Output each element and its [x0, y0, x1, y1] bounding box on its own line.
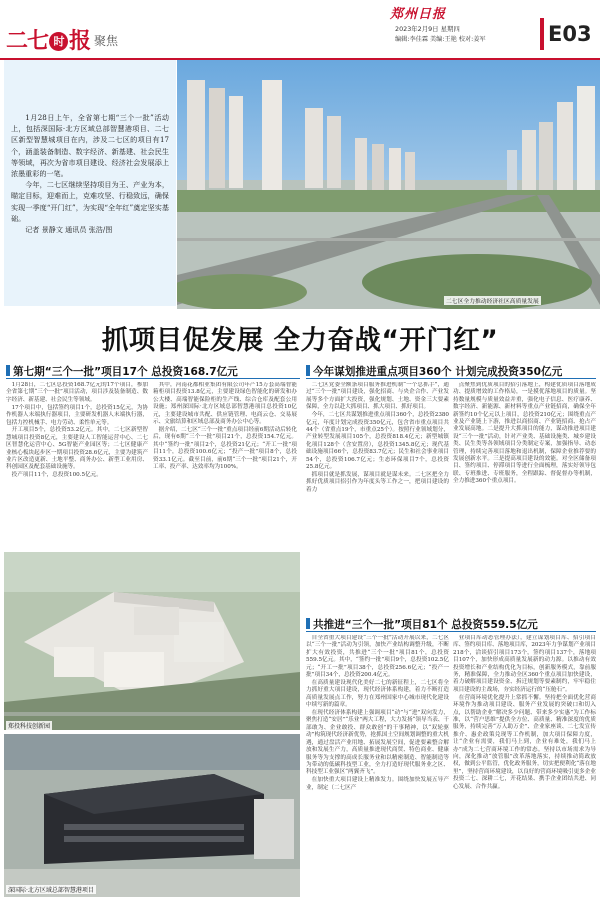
city-skyline-illustration — [177, 60, 600, 309]
top-aerial-photo — [177, 60, 600, 309]
article-paragraph: 开工项目5个，总投资53.2亿元。其中，二七区新型智慧城项目投资8亿元，主要建设人工智能运营中心、二七区智慧化运营中心、5G智能产业园区等；二七区健康产业核心板块起步区一期项目投资28.6亿元，主要为建筑产业片区改造更新、土地平整、商务办公、新型工业用房、科创园区及配套基础设施等。 — [6, 427, 148, 471]
lead-paragraph: 1月28日上午，全省第七期“三个一批”活动上，包括深国际·北方区域总部智慧港项目、二七区新型智慧城项目在内，涉及二七区的项目有17个，涵盖装备制造、数字经济、新基建、社会民生等领域，再次为省市项目建设、经济社会发展添上浓墨重彩的一笔。 — [11, 113, 169, 179]
section-marker — [6, 365, 10, 376]
article-paragraph: 二七区党委全额条项目服务推进机制“一个总抓手”，通过“三个一批”项目建设，强化招商、与央企合作、产业发展等多个方面扩大投资，强化规划、土地、资金三大要素保障，全力以赴大抓项目、抓大项目、抓好项目。 — [306, 382, 449, 411]
logistics-hub-illustration — [4, 734, 300, 897]
section-1-rule — [6, 378, 300, 379]
lead-byline: 记者 景静文 通讯员 张浩/图 — [25, 225, 113, 235]
article-paragraph: 抓项目就是抓发展，谋项目就是谋未来。二七区把全力抓好优质项目招引作为年度头等工作之一，把项目建设的着力 — [306, 471, 449, 493]
section-3-col-1 — [306, 635, 449, 897]
editors-line: 编辑:李佳霖 美编:王艳 校对:姜军 — [395, 36, 486, 43]
section-marker — [306, 618, 310, 629]
section-label: 聚焦 — [94, 34, 119, 48]
page-number: E03 — [548, 22, 592, 46]
page-number-bar — [540, 18, 544, 50]
article-paragraph: 据介绍，二七区“三个一批”重点项目经前6期活动后转化后，现有6期“三个一批”项目21个，总投资154.7亿元。其中“签约一批”项目2个，总投资21亿元；“开工一批”项目11个，总投资100.6亿元；“投产一批”项目8个，总投资33.1亿元。截至目前，前6期“三个一批”项目21个，开工率、投产率、达效率均为100%。 — [153, 426, 297, 470]
masthead — [0, 0, 600, 60]
industrial-park-illustration — [4, 552, 300, 730]
article-paragraph: 今年，二七区共谋划推进重点项目360个，总投资2380亿元，年度计划完成投资350亿元，包含省市重点项目共44个（省重点19个，市重点25个）。按照行业领域划分，产业转型发展项目105个，总投资818.4亿元；新型城镇化项目128个（含安置房），总投资1345.8亿元；现代基础设施项目66个，总投资83.7亿元；民生和社会事业项目54个，总投资106.7亿元；生态环保项目7个，总投资25.8亿元。 — [306, 412, 449, 470]
article-paragraph: 在现代经济体系构建上强调项目“动”与“进”双向发力，聚焦打造“安居”“乐业”两大工程，大力发扬“领导当表、干部敢为、企业敢投、群众敢创”的干事精神，以“双轮驱动”构筑现代经济新优势，抢抓国土空间规划调整的重大机遇，通过盘活产业用地、拓展发展空间，促进要素整合解放和发展生产力，高质量推进现代商贸、特色商业、健康服务等为支撑的高成长服务业和以精密制造、智能制造等为带动的低碳科技型工业，全力打造好现代服务业之区、科技型工业强区“两翼齐飞”。 — [306, 710, 449, 776]
section-3-rule — [306, 631, 596, 632]
article-paragraph: 17个项目中，包括签约项目1个，总投资15亿元，为协作机器人末端执行器项目，主要研发机器人末端执行器，包括力控机械手、电力劳动、柔性单元等。 — [6, 404, 148, 426]
article-paragraph: 在营商环境优化提升上常抓不懈。坚持把全面优化营商环境作为推动项目建设、服务产业发展的突破口和切入点，以帮助企业“解决多少问题、带来多少实惠”为工作标准，以“营户思维”提供全方位、高质量、精准深度的优质服务，持续完善“万人助万企”、企业家座谈、二七发宣传推介、惠企政策兑现等工作机制，加大项目保障力度，让“企业有需要，我们马上到，企业有难处，我们马上办”成为二七营商环境工作的常态。坚持以市场需求为导向，深化推动“放管服”改革落地落实，持续推动简政放权，做到公平监管，优化政务服务，切实把便利化“落在地里”，坚持营商环境建设，以良好的营商环境吸引更多企业投资二七、深耕二七，开花结果、携手企业团结共进、同心发展、合作共赢。 — [453, 694, 596, 790]
main-headline: 抓项目促发展 全力奋战“开门红” — [101, 325, 499, 356]
lead-paragraph: 今年，二七区继续坚持项目为王、产业为本，瞄定目标，迎难而上，克难攻坚、行稳致远，确保实现一季度“开门红”，为实现“全年红”奠定坚实基础。 — [11, 180, 169, 223]
article-paragraph: 自全省重大项目建设“三个一批”活动开展以来，二七区以“三个一批”活动为引领，加快产业结构调整升级，不断扩大有效投资，共推进“三个一批”项目81个，总投资559.5亿元。其中，“签约一批”项目9个，总投资102.5亿元；“开工一批”项目38个，总投资256.6亿元；“投产一批”项目34个，总投资200.4亿元。 — [306, 635, 449, 679]
section-1-col-2 — [153, 382, 297, 546]
section-1-title: 第七期“三个一批”项目17个 总投资168.7亿元 — [6, 364, 238, 379]
top-photo-caption: 二七区全力推动经济社区高质量发展 — [444, 296, 541, 305]
section-1-col-1 — [6, 382, 148, 546]
bottom-photo — [4, 734, 300, 897]
bottom-photo-caption: 深国际·北方区域总部智慧港项目 — [8, 887, 94, 894]
section-marker — [306, 365, 310, 376]
section-3-title: 共推进“三个一批”项目81个 总投资559.5亿元 — [306, 617, 538, 632]
section-3-col-2 — [453, 635, 596, 897]
logo-circle-badge: 时 — [49, 32, 68, 51]
section-2-title: 今年谋划推进重点项目360个 计划完成投资350亿元 — [306, 364, 562, 379]
article-paragraph: 投产项目11个，总投资100.5亿元。 — [11, 472, 102, 479]
mid-photo — [4, 552, 300, 730]
article-paragraph: 1月28日，二七区总投资168.7亿元的17个项目，参加全省第七期“三个一批”项目活动，项目涉及装备制造、数字经济、新基建、社会民生等领域。 — [6, 382, 148, 403]
issue-date: 2023年2月9日 星期四 — [395, 25, 460, 33]
paper-name: 郑州日报 — [390, 7, 447, 22]
article-paragraph: 其中，河南花都相业集团有限公司年产15万套高端智能箱柜项目投资13.8亿元，主要建设绿色智能化的研发和办公大楼、高端智能保险柜的生产线、综合仓库及配套公用设施；郑州深国际·北方区域总部智慧港项目总投资10亿元，主要建设城市共配、供应链管理、电商云仓、交易展示、文旅结算和区域总部及商务办公中心等。 — [153, 382, 297, 426]
mid-photo-caption: 郑投科技创新园 — [8, 723, 51, 730]
newspaper-logo: 二七 时 报 — [6, 29, 91, 54]
lead-text — [11, 112, 169, 282]
section-2-col-2 — [453, 382, 596, 608]
section-2-col-1 — [306, 382, 449, 608]
article-paragraph: 在加快重大项目建设上精准发力。围绕加快发展五导产业，制定（二七区产 — [306, 777, 449, 791]
article-paragraph: 业项目库动态管理办法），建立谋划项目库、招引项目库、签约项目库、落地项目库，2023年力争谋划产业项目218个，洽谈招引项目173个，签约项目137个，落地项目107个，加快形成高质量发展新的动力源。以推动有效投资增长和产业结构优化为目标，创新服务模式，靠前服务，精准保障，全力推动全区360个重点项目加快建设，着力破解项目建设资金、拆迁规划等要素制约，牢牢稳住项目建设的主战场，夯实经济运行的“压舱石”。 — [453, 635, 596, 693]
article-paragraph: 点聚焦到优质项目的招引落地上，构建优质项目落地成功、提质增效的工作格局，一是摸优落地项目的质量。坚持数量规模与质量效益并重，强化电子信息、医疗康养、数字经济、新能源、新材料等重点产业链招商，确保全年新签约10个亿元以上项目，总投资210亿元；围绕重点产业及产业链上下游，推进以商招商、产业链招商、抢占产业发展高地。二是提升大抓项目的能力，谋动推进项目建设“三个一批”活动，针对产业类、基础设施类、城乡建设类、民生类等各领域项目分类制定专案，加强指导、动态管理，持续完善项目落地和退出机制，保障企业推荐要的发展创新水平。三是提高项目建设的效能。对全区储备项目、签约项目、停滞项目等进行全面梳理，落实好领导包联、专班推进、专班服务，全程跟踪、督促督办等机制，全力推进360个重点项目。 — [453, 382, 596, 485]
section-2-rule — [306, 378, 596, 379]
article-paragraph: 在高质量建设现代化美好二七的新征程上，二七区将全力抓好重大项目建设，现代经济体系构建，着力不断打造高质量发展点工作，努力在郑州国家中心城市现代化建设中续写新的篇章。 — [306, 679, 449, 709]
